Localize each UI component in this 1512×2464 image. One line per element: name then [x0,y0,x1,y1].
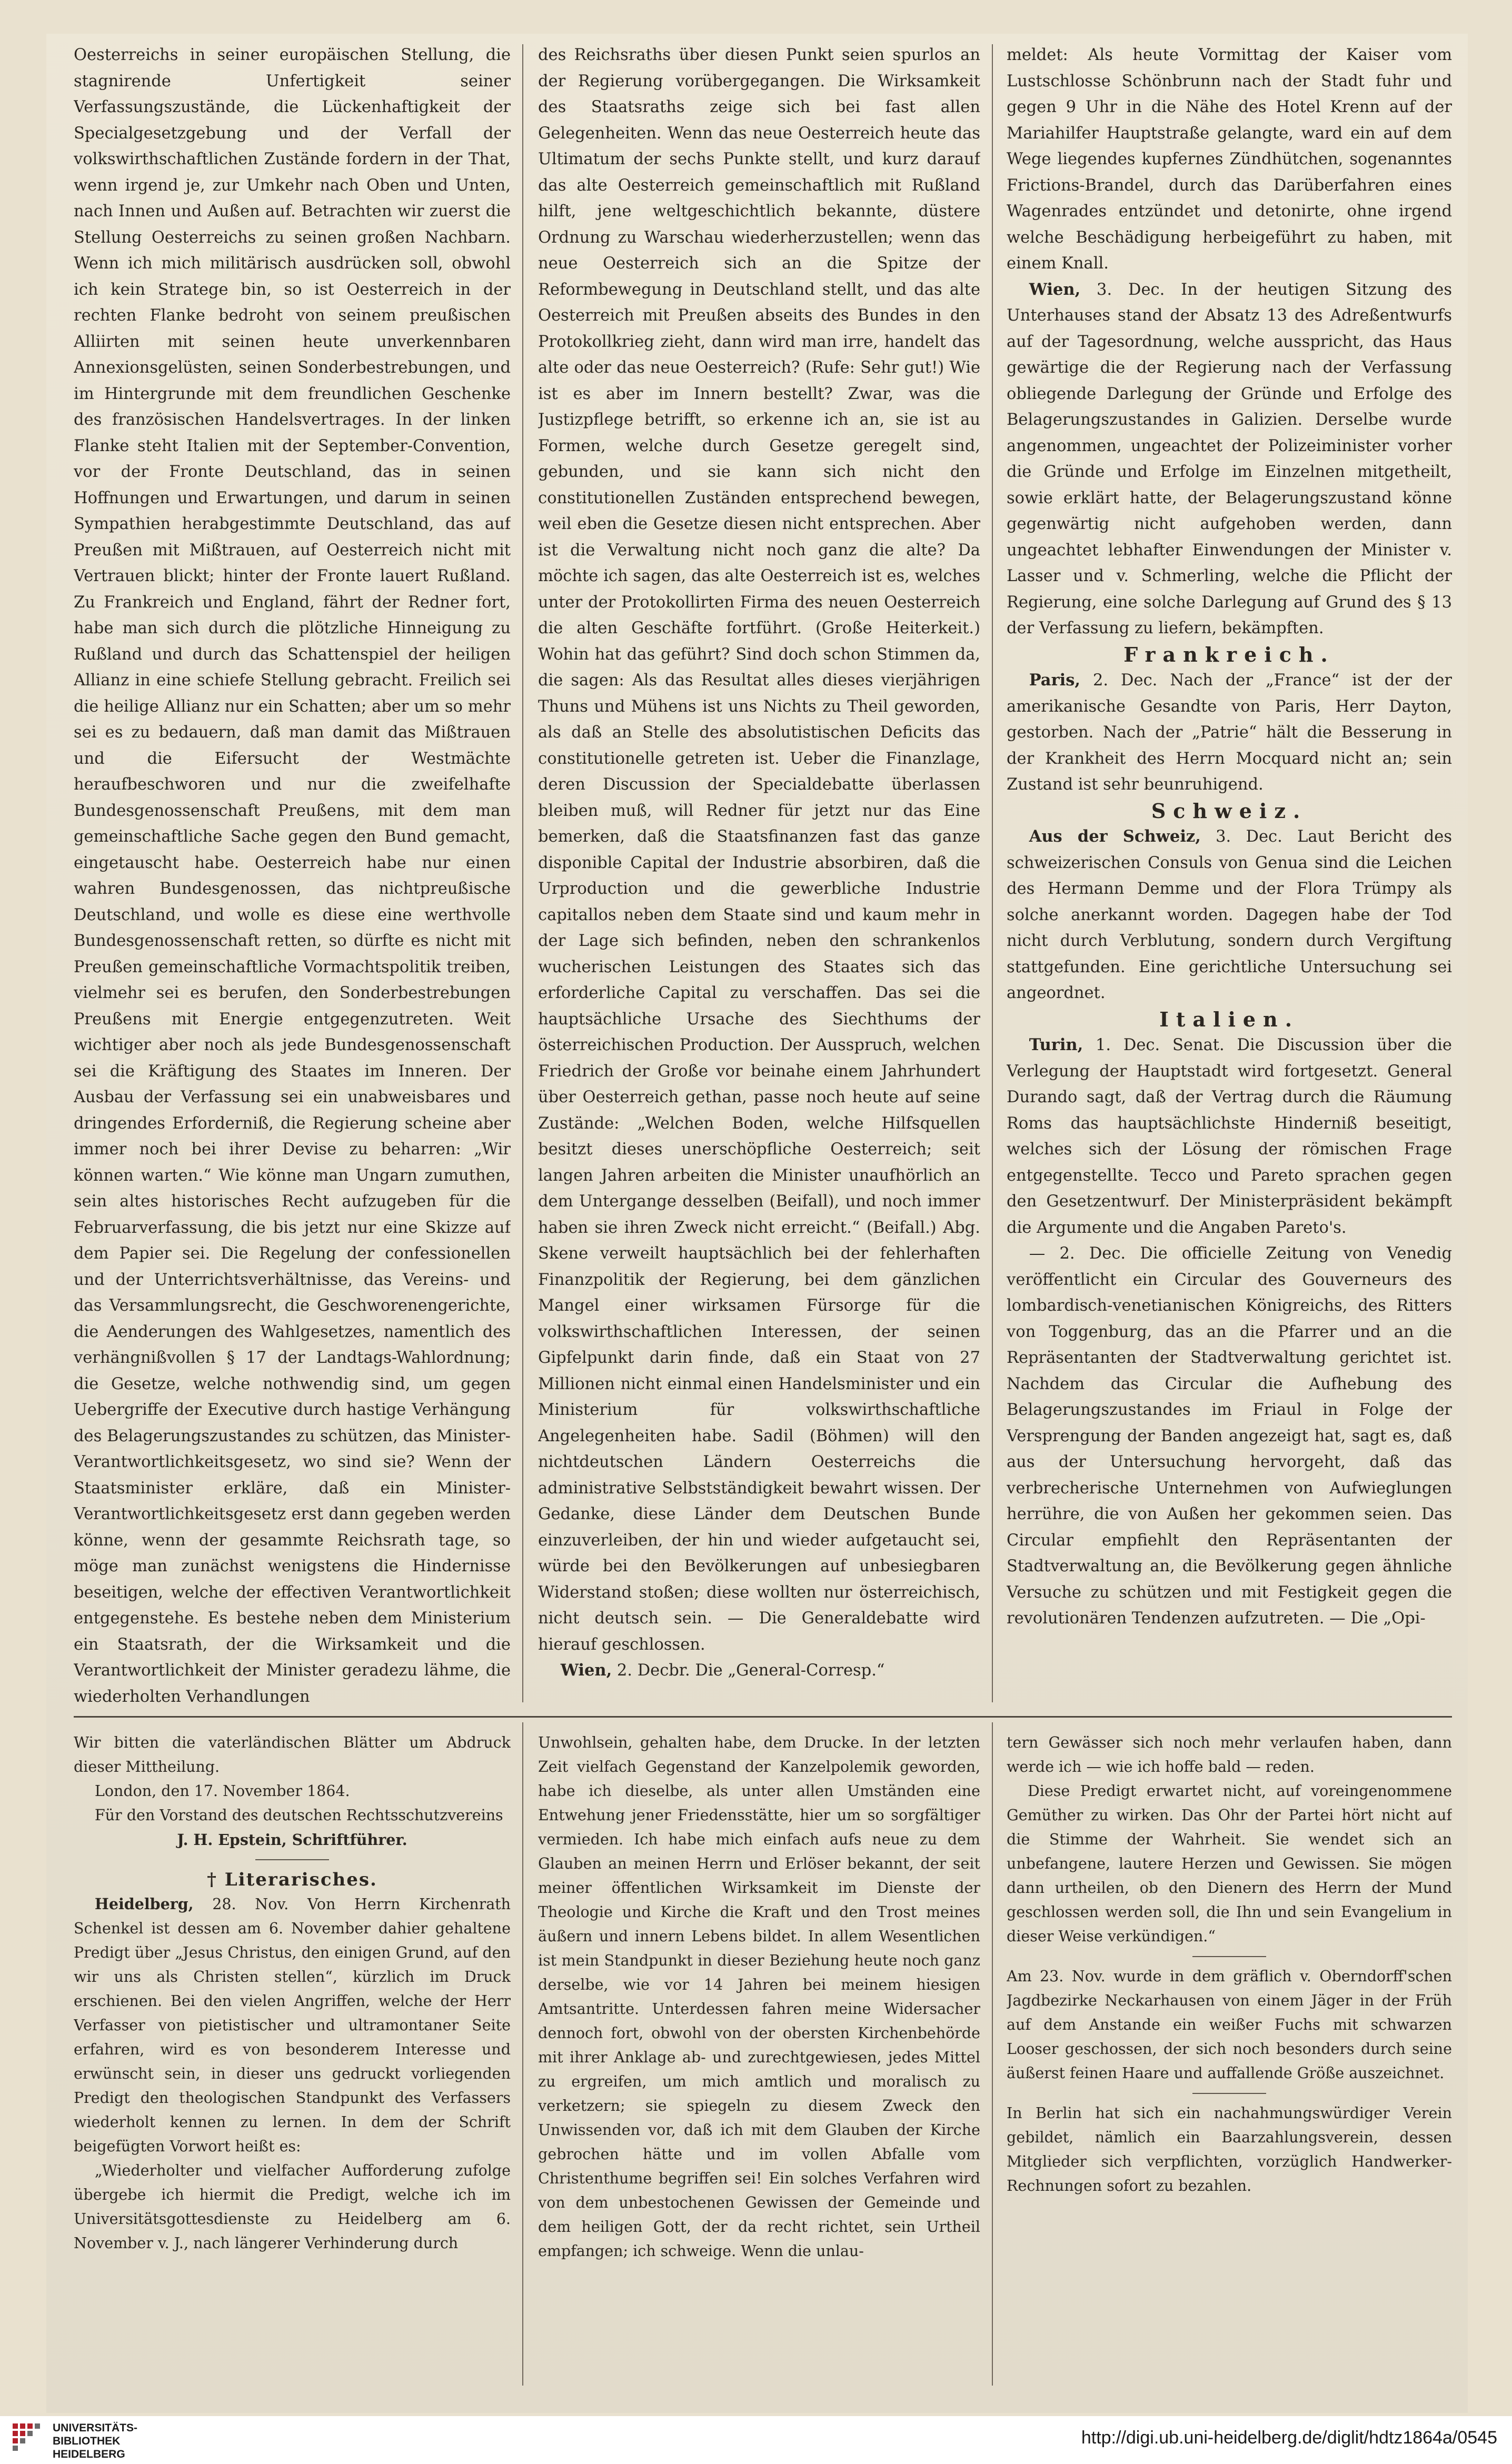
preface-quote: „Wiederholter und vielfacher Aufforderung zufolge übergebe ich hiermit die Predigt, welche ich im Universitätsgottesdienste zu Heidelberg am 6. November v. J., nach längerer Verhinderung durch [74,2162,511,2252]
wien-report [1007,277,1452,642]
column-left [74,42,511,1715]
bottom-column-left [74,1731,511,2389]
wien-report-start [538,1658,980,1684]
separator [1192,1956,1266,1957]
dateline-text: 3. Dec. Laut Bericht des schweizerischen Consuls von Genua sind die Leichen des Hermann Demme und der Flora Trümpy als solche anerkannt worden. Dagegen habe der Tod nicht durch Verblutung, sondern durch Vergiftung stattgefunden. Eine gerichtliche Untersuchung sei angeordnet. [1007,827,1452,1002]
library-name-line: BIBLIOTHEK [53,2435,121,2447]
separator [1192,2093,1266,2094]
column-divider [522,44,523,1702]
preface-quote-end: tern Gewässer sich noch mehr verlaufen haben, dann werde ich — wie ich hoffe bald — reden. [1007,1734,1452,1775]
column-divider [992,44,993,1702]
preface-quote-continued: Unwohlsein, gehalten habe, dem Drucke. In der letzten Zeit vielfach Gegenstand der Kanzelpolemik geworden, habe ich dieselbe, als unter allen Umständen eine Entwehung jener Friedensstätte, hier um so sorgfältiger vermieden. Ich habe mich einfach aufs neue zu dem Glauben an meinen Herrn und Erlöser bekannt, der seit meiner öffentlichen Wirksamkeit im Dienste der Theologie und Kirche die Kraft und den Trost meines äußern und innern Lebens bildet. In allem Wesentlichen ist mein Standpunkt in dieser Beziehung heute noch ganz derselbe, wie vor 14 Jahren bei meinem hiesigen Amtsantritte. Unterdessen fahren meine Widersacher dennoch fort, obwohl von der obersten Kirchenbehörde mit ihrer Anklage ab- und zurechtgewiesen, jedes Mittel zu ergreifen, um mich amtlich und moralisch zu verketzern; sie spiegeln zu diesem Zweck den Unwissenden vor, daß ich mit dem Glauben der Kirche gebrochen hätte und im vollen Abfalle vom Christenthume begriffen sei! Ein solches Verfahren wird von dem unbestochenen Gewissen der Gemeinde und dem heiligen Gott, der da recht richtet, sein Urtheil empfangen; ich schweige. Wenn die unlau- [538,1734,980,2260]
column-divider [522,1722,523,2386]
dateline-text: 2. Dec. Nach der „France“ ist der der amerikanische Gesandte von Paris, Herr Dayton, gestorben. Nach der „Patrie“ hält die Besserung in der Krankheit des Herrn Mocquard nicht an; sein Zustand ist sehr beunruhigend. [1007,671,1452,794]
dateline-place: Wien, [560,1661,612,1680]
section-heading-literarisches: † Literarisches. [207,1869,377,1890]
section-heading-italien: Italien. [1159,1007,1299,1031]
library-name-line: HEIDELBERG [53,2448,125,2460]
column-divider [992,1722,993,2386]
dateline-place: Paris, [1029,671,1081,690]
column-left-text: Oesterreichs in seiner europäischen Stellung, die stagnirende Unfertigkeit seiner Verfassungszustände, die Lückenhaftigkeit der Specialgesetzgebung und der Verfall der volkswirthschaftlichen Zustände fordern in der That, wenn irgend je, zur Umkehr nach Oben und Unten, nach Innen und Außen auf. Betrachten wir zuerst die Stellung Oesterreichs zu seinen großen Nachbarn. Wenn ich mich militärisch ausdrücken soll, obwohl ich kein Stratege bin, so ist Oesterreich in der rechten Flanke bedroht von seinem preußischen Alliirten mit seinen heute unverkennbaren Annexionsgelüsten, seinen Sonderbestrebungen, und im Hintergrunde mit dem freundlichen Geschenke des französischen Handelsvertrages. In der linken Flanke steht Italien mit der September-Convention, vor der Fronte Deutschland, das in seinen Hoffnungen und Erwartungen, und darum in seinen Sympathien herabgestimmte Deutschland, das auf Preußen mit Mißtrauen, auf Oesterreich nicht mit Vertrauen blickt; hinter der Fronte lauert Rußland. Zu Frankreich und England, fährt der Redner fort, habe man sich durch die plötzliche Hinneigung zu Rußland und durch das Schattenspiel der heiligen Allianz in eine schiefe Stellung gebracht. Freilich sei die heilige Allianz nur ein Schatten; aber um so mehr sei es zu bedauern, daß man damit das Mißtrauen und die Eifersucht der Westmächte heraufbeschworen und nur die zweifelhafte Bundesgenossenschaft Preußens, mit dem man gemeinschaftliche Sache gegen den Bund gemacht, eingetauscht habe. Oesterreich habe nur einen wahren Bundesgenossen, das nichtpreußische Deutschland, und wolle es diese eine werthvolle Bundesgenossenschaft retten, so dürfte es nicht mit Preußen gemeinschaftliche Vormachtspolitik treiben, vielmehr sei es berufen, den Sonderbestrebungen Preußens mit Energie entgegenzutreten. Weit wichtiger aber noch als jede Bundesgenossenschaft sei die Kräftigung des Staates im Inneren. Der Ausbau der Verfassung sei ein unabweisbares und dringendes Erforderniß, die Regierung scheine aber immer noch bei ihrer Devise zu beharren: „Wir können warten.“ Wie könne man Ungarn zumuthen, sein altes historisches Recht aufzugeben für die Februarverfassung, die bis jetzt nur eine Skizze auf dem Papier sei. Die Regelung der confessionellen und der Unterrichtsverhältnisse, das Vereins- und das Versammlungsrecht, die Geschworenengerichte, die Aenderungen des Wahlgesetzes, namentlich des verhängnißvollen § 17 der Landtags-Wahlordnung; die Gesetze, welche nothwendig sind, um gegen Uebergriffe der Executive durch hastige Verhängung des Belagerungszustandes zu schützen, das Minister-Verantwortlichkeitsgesetz, wo sind sie? Wenn der Staatsminister erkläre, daß ein Minister-Verantwortlichkeitsgesetz erst dann gegeben werden könne, wenn der gesammte Reichsrath tage, so möge man zunächst wenigstens die Hindernisse beseitigen, welche der effectiven Verantwortlichkeit entgegenstehe. Es bestehe neben dem Ministerium ein Staatsrath, der die Wirksamkeit und die Verantwortlichkeit der Minister geradezu lähme, die wiederholten Verhandlungen [74,46,511,1706]
berlin-report: In Berlin hat sich ein nachahmungswürdiger Verein gebildet, nämlich ein Baarzahlungsverein, dessen Mitglieder sich verpflichten, vorzüglich Handwerker-Rechnungen sofort zu bezahlen. [1007,2104,1452,2194]
dateline-text: 28. Nov. Von Herrn Kirchenrath Schenkel ist dessen am 6. November dahier gehaltene Predigt über „Jesus Christus, den einigen Grund, auf den wir uns als Christen stellen“, kürzlich im Druck erschienen. Bei den vielen Angriffen, welche der Herr Verfasser von pietistischer und ultramontaner Seite erfahren, wird es von besonderem Interesse und erwünscht sein, in dieser uns gedruckt vorliegenden Predigt den theologischen Standpunkt des Verfassers wiederholt kennen zu lernen. In dem der Schrift beigefügten Vorwort heißt es: [74,1896,511,2155]
paris-report [1007,667,1452,798]
preface-quote-end-2: Diese Predigt erwartet nicht, auf voreingenommene Gemüther zu wirken. Das Ohr der Partei hört nicht auf die Stimme der Wahrheit. Sie wendet sich an unbefangene, lautere Herzen und Gewissen. Sie mögen dann urtheilen, ob den Dienern des Herrn der Mund geschlossen werden soll, die Ihn und sein Evangelium in dieser Weise verkündigen.“ [1007,1782,1452,1945]
source-url[interactable]: http://digi.ub.uni-heidelberg.de/diglit/hdtz1864a/0545 [1081,2428,1497,2448]
dateline-place: Turin, [1029,1035,1083,1054]
notice-dateline: London, den 17. November 1864. [94,1782,350,1800]
kaiser-report-text: meldet: Als heute Vormittag der Kaiser vom Lustschlosse Schönbrunn nach der Stadt fuhr und gegen 9 Uhr in die Nähe des Hotel Krenn auf der Mariahilfer Hauptstraße gelangte, ward ein auf dem Wege liegendes kupfernes Zündhütchen, sogenanntes Frictions-Brandel, durch das Darüberfahren eines Wagenrades entzündet und detonirte, ohne irgend welche Beschädigung herbeigeführt zu haben, mit einem Knall. [1007,46,1452,273]
notice-signer: J. H. Epstein, Schriftführer. [177,1831,407,1849]
heidelberg-university-library-logo [11,2421,44,2455]
library-name-line: UNIVERSITÄTS- [53,2422,138,2434]
dateline-place: Heidelberg, [94,1895,194,1913]
library-name [53,2421,137,2461]
turin-report-continued: — 2. Dec. Die officielle Zeitung von Venedig veröffentlicht ein Circular des Gouverneurs des lombardisch-venetianischen Königreichs, des Ritters von Toggenburg, das an die Pfarrer und an die Repräsentanten der Stadtverwaltung gerichtet ist. Nachdem das Circular die Aufhebung des Belagerungszustandes im Friaul in Folge der Versprengung der Banden angezeigt hat, sagt es, daß aus der Untersuchung hervorgeht, daß das verbrecherische Unternehmen von Aufwieglungen herrühre, die von Außen her gekommen seien. Das Circular empfiehlt den Repräsentanten der Stadtverwaltung an, die Bevölkerung gegen ähnliche Versuche zu schützen und mit Festigkeit gegen die revolutionären Tendenzen aufzutreten. — Die „Opi- [1007,1244,1452,1628]
dateline-place: Aus der Schweiz, [1029,827,1201,846]
newspaper-page [46,34,1468,2413]
dateline-place: Wien, [1029,280,1081,299]
heidelberg-report [74,1892,511,2159]
dateline-text: 1. Dec. Senat. Die Discussion über die Verlegung der Hauptstadt wird fortgesetzt. General Durando sagt, daß der Vertrag durch die Räumung Roms das hauptsächlichste Hinderniß beseitigt, welches sich der Lösung der römischen Frage entgegenstellte. Tecco und Pareto sprachen gegen den Gesetzentwurf. Der Ministerpräsident bekämpft die Argumente und die Angaben Pareto's. [1007,1036,1452,1237]
fox-report: Am 23. Nov. wurde in dem gräflich v. Oberndorff'schen Jagdbezirke Neckarhausen von einem Jäger in der Früh auf dem Anstande ein weißer Fuchs mit schwarzen Looser geschossen, der sich noch besonders durch seine äußerst feinen Haare und auffallende Größe auszeichnet. [1007,1968,1452,2082]
notice-text: Wir bitten die vaterländischen Blätter um Abdruck dieser Mittheilung. [74,1734,511,1775]
bottom-column-right [1007,1731,1452,2389]
separator [255,1859,329,1860]
notice-signed-for: Für den Vorstand des deutschen Rechtsschutzvereins [94,1807,503,1824]
dateline-text: 2. Decbr. Die „General-Corresp.“ [612,1661,885,1680]
bottom-column-middle [538,1731,980,2389]
schweiz-report [1007,824,1452,1006]
section-heading-frankreich: Frankreich. [1123,642,1335,666]
dateline-text: 3. Dec. In der heutigen Sitzung des Unterhauses stand der Absatz 13 des Adreßentwurfs auf der Tagesordnung, welche ausspricht, das Haus gewärtige die der Regierung nach der Verfassung obliegende Darlegung der Gründe und Erfolge des Belagerungszustandes in Galizien. Derselbe wurde angenommen, ungeachtet der Polizeiminister vorher die Gründe und Erfolge im Einzelnen mitgetheilt, sowie erklärt hatte, der Belagerungszustand könne gegenwärtig nicht aufgehoben werden, dann ungeachtet lebhafter Einwendungen der Minister v. Lasser und v. Schmerling, welche die Pflicht der Regierung, eine solche Darlegung auf Grund des § 13 der Verfassung zu liefern, bekämpften. [1007,280,1452,637]
column-right [1007,42,1452,1715]
section-heading-schweiz: Schweiz. [1151,799,1308,823]
horizontal-rule [74,1716,1452,1718]
column-middle-text: des Reichsraths über diesen Punkt seien spurlos an der Regierung vorübergegangen. Die Wirksamkeit des Staatsraths zeige sich bei fast allen Gelegenheiten. Wenn das neue Oesterreich heute das Ultimatum der sechs Punkte stellt, und kurz darauf das alte Oesterreich gemeinschaftlich mit Rußland hilft, jene weltgeschichtlich bekannte, düstere Ordnung zu Warschau wiederherzustellen; wenn das neue Oesterreich sich an die Spitze der Reformbewegung in Deutschland stellt, und das alte Oesterreich mit Preußen abseits des Bundes in den Protokollkrieg zieht, dann wird man irre, handelt das alte oder das neue Oesterreich? (Rufe: Sehr gut!) Wie ist es aber im Innern bestellt? Zwar, was die Justizpflege betrifft, so erkenne ich an, sie ist au Formen, welche durch Gesetze geregelt sind, gebunden, und sie kann sich nicht den constitutionellen Zuständen entsprechend bewegen, weil eben die Gesetze diesen nicht entsprechen. Aber ist die Verwaltung nicht noch ganz die alte? Da möchte ich sagen, das alte Oesterreich ist es, welches unter der Protokollirten Firma des neuen Oesterreich die alten Geschäfte fortführt. (Große Heiterkeit.) Wohin hat das geführt? Sind doch schon Stimmen da, die sagen: Als das Resultat alles dieses vierjährigen Thuns und Mühens ist uns Nichts zu Theil geworden, als daß an Stelle des absolutistischen Deficits das constitutionelle getreten ist. Ueber die Finanzlage, deren Discussion der Specialdebatte überlassen bleiben muß, will Redner für jetzt nur das Eine bemerken, daß die Staatsfinanzen fast das ganze disponible Capital der Industrie absorbiren, daß die Urproduction und die gewerbliche Industrie capitallos neben dem Staate sind und kaum mehr in der Lage sich befinden, neben den schrankenlos wucherischen Leistungen des Staates sich das erforderliche Capital zu verschaffen. Das sei die hauptsächliche Ursache des Siechthums der österreichischen Production. Der Ausspruch, welchen Friedrich der Große vor beinahe einem Jahrhundert über Oesterreich gethan, passe noch heute auf seine Zustände: „Welchen Boden, welche Hilfsquellen besitzt dieses unerschöpfliche Oesterreich; seit langen Jahren arbeiten die Minister unaufhörlich an dem Untergange desselben (Beifall), und noch immer haben sie ihren Zweck nicht erreicht.“ (Beifall.) Abg. Skene verweilt hauptsächlich bei der fehlerhaften Finanzpolitik der Regierung, bei dem gänzlichen Mangel einer wirksamen Fürsorge für die volkswirthschaftlichen Interessen, der seinen Gipfelpunkt darin finde, daß ein Staat von 27 Millionen nicht einmal einen Handelsminister und ein Ministerium für volkswirthschaftliche Angelegenheiten habe. Sadil (Böhmen) will den nichtdeutschen Ländern Oesterreichs die administrative Selbstständigkeit bewahrt wissen. Der Gedanke, diese Länder dem Deutschen Bunde einzuverleiben, der hin und wieder aufgetaucht sei, würde bei den Bevölkerungen auf unbesiegbaren Widerstand stoßen; diese wollten nur österreichisch, nicht deutsch sein. — Die Generaldebatte wird hierauf geschlossen. [538,46,980,1654]
column-middle [538,42,980,1715]
turin-report [1007,1032,1452,1241]
